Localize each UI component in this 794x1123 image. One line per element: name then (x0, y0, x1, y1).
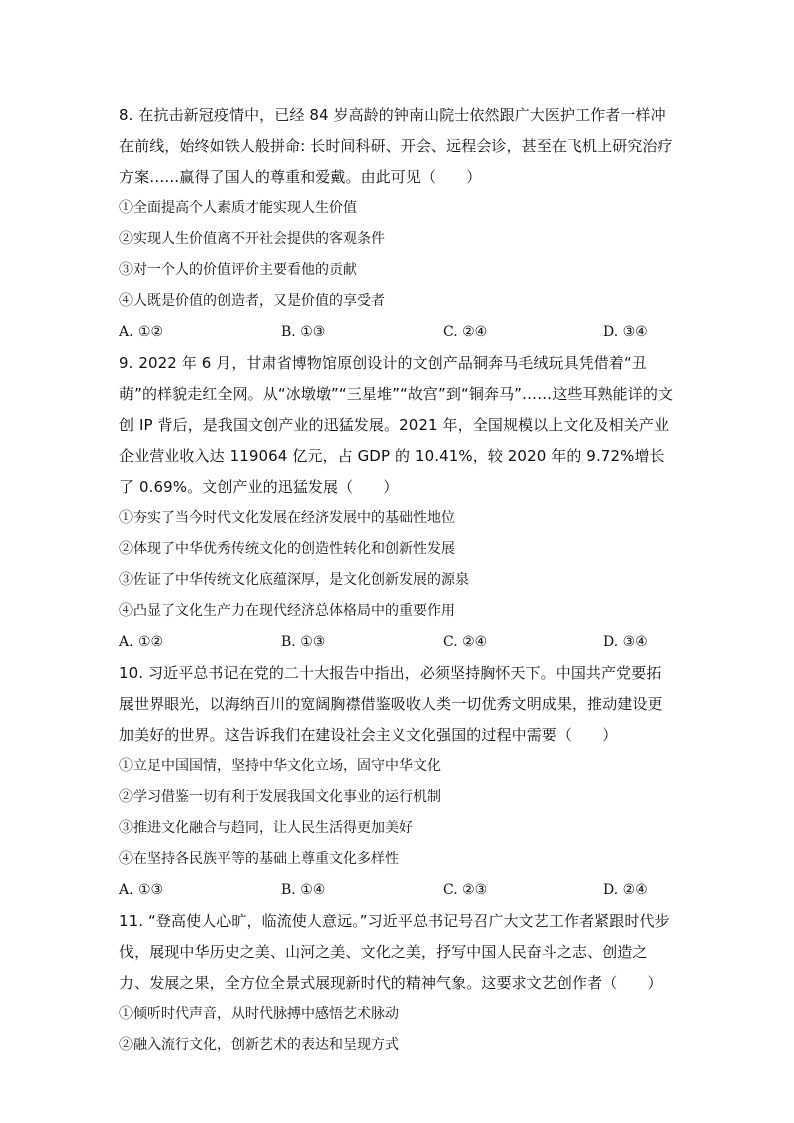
choice-c: C. ②④ (443, 324, 488, 340)
answer-choices (119, 317, 675, 348)
option-2: ②学习借鉴一切有利于发展我国文化事业的运行机制 (119, 789, 441, 805)
option-1: ①全面提高个人素质才能实现人生价值 (119, 200, 357, 216)
question-8 (119, 100, 675, 348)
choice-a: A. ①② (119, 324, 164, 340)
option-3: ③推进文化融合与趋同，让人民生活得更加美好 (119, 820, 413, 836)
question-stem: 10. 习近平总书记在党的二十大报告中指出，必须坚持胸怀天下。中国共产党要拓展世界眼光，以海纳百川的宽阔胸襟借鉴吸收人类一切优秀文明成果，推动建设更加美好的世界。这告诉我们在建设社会主义文化强国的过程中需要（ ） (119, 664, 663, 744)
question-stem: 9. 2022 年 6 月，甘肃省博物馆原创设计的文创产品铜奔马毛绒玩具凭借着“丑萌”的样貌走红全网。从“冰墩墩”“三星堆”“故宫”到“铜奔马”……这些耳熟能详的文创 IP 背后，是我国文创产业的迅猛发展。2021 年，全国规模以上文化及相关产业企业营业收入达 119064 亿元，占 GDP 的 10.41%，较 2020 年的 9.72%增长了 0.69%。文创产业的迅猛发展（ ） (119, 354, 674, 496)
answer-choices (119, 627, 675, 658)
option-1: ①夯实了当今时代文化发展在经济发展中的基础性地位 (119, 510, 455, 526)
option-2: ②实现人生价值离不开社会提供的客观条件 (119, 231, 385, 247)
choice-a: A. ①③ (119, 882, 164, 898)
choice-a: A. ①② (119, 634, 164, 650)
question-9 (119, 348, 675, 658)
question-list (119, 100, 675, 1061)
option-2: ②体现了中华优秀传统文化的创造性转化和创新性发展 (119, 541, 455, 557)
option-2: ②融入流行文化，创新艺术的表达和呈现方式 (119, 1037, 399, 1053)
choice-c: C. ②③ (443, 882, 488, 898)
choice-d: D. ③④ (603, 324, 648, 340)
option-1: ①倾听时代声音，从时代脉搏中感悟艺术脉动 (119, 1006, 399, 1022)
question-stem: 11. “登高使人心旷，临流使人意远。”习近平总书记号召广大文艺工作者紧跟时代步伐，展现中华历史之美、山河之美、文化之美，抒写中国人民奋斗之志、创造之力、发展之果，全方位全景式展现新时代的精神气象。这要求文艺创作者（ ） (119, 912, 670, 992)
question-10 (119, 658, 675, 906)
option-3: ③佐证了中华传统文化底蕴深厚，是文化创新发展的源泉 (119, 572, 469, 588)
choice-b: B. ①④ (281, 882, 326, 898)
choice-b: B. ①③ (281, 324, 326, 340)
question-stem: 8. 在抗击新冠疫情中，已经 84 岁高龄的钟南山院士依然跟广大医护工作者一样冲在前线，始终如铁人般拼命: 长时间科研、开会、远程会诊，甚至在飞机上研究治疗方案……赢得了国人的尊重和爱戴。由此可见（ ） (119, 106, 673, 186)
choice-d: D. ②④ (603, 882, 648, 898)
choice-c: C. ②④ (443, 634, 488, 650)
choice-d: D. ③④ (603, 634, 648, 650)
option-4: ④人既是价值的创造者，又是价值的享受者 (119, 293, 385, 309)
option-3: ③对一个人的价值评价主要看他的贡献 (119, 262, 357, 278)
option-4: ④在坚持各民族平等的基础上尊重文化多样性 (119, 851, 399, 867)
question-11 (119, 906, 675, 1061)
option-1: ①立足中国国情，坚持中华文化立场，固守中华文化 (119, 758, 441, 774)
choice-b: B. ①③ (281, 634, 326, 650)
answer-choices (119, 875, 675, 906)
option-4: ④凸显了文化生产力在现代经济总体格局中的重要作用 (119, 603, 455, 619)
